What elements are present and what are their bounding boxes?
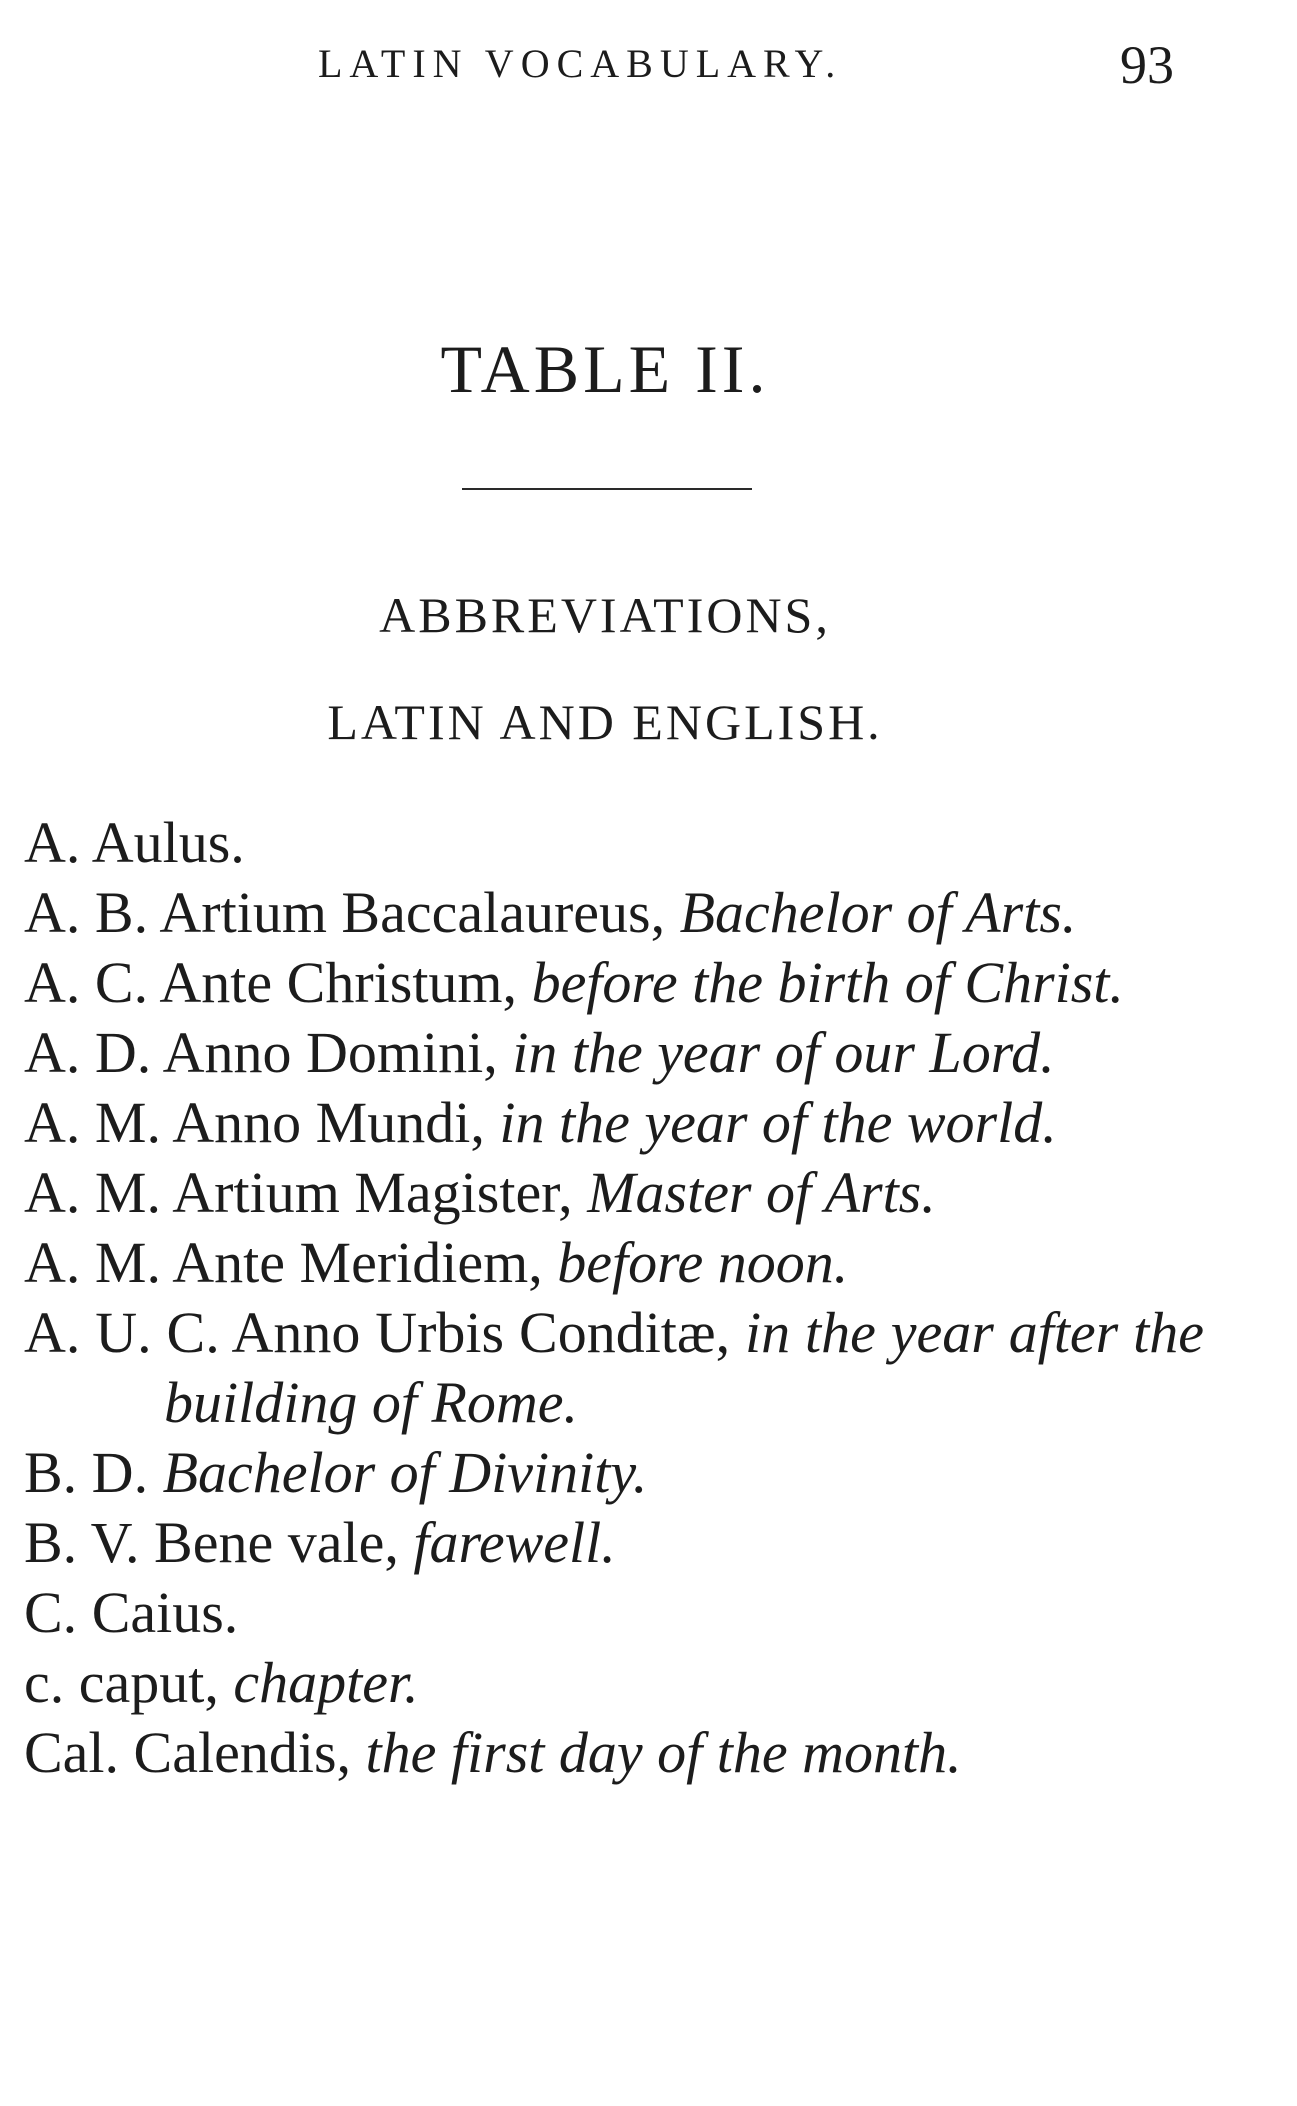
entry-abbreviation: A. M. [24,1230,161,1295]
entry-abbreviation: A. D. [24,1020,152,1085]
entry-abbreviation: A. C. [24,950,149,1015]
abbreviation-entry [24,1298,1204,1438]
abbreviation-entry [24,1228,1204,1298]
abbreviation-entry [24,1158,1204,1228]
abbreviation-list [24,808,1204,1788]
entry-latin: Artium Baccalaureus, [159,880,666,945]
section-heading-line-1: ABBREVIATIONS, [379,587,831,643]
entry-abbreviation: A. U. C. [24,1300,220,1365]
table-title: TABLE II. [440,331,770,407]
abbreviation-entry [24,1088,1204,1158]
entry-latin: Ante Christum, [159,950,518,1015]
section-heading-line-2: LATIN AND ENGLISH. [327,694,883,750]
entry-abbreviation: B. V. [24,1510,140,1575]
running-title: LATIN VOCABULARY. [318,41,843,86]
abbreviation-entry [24,1578,1204,1648]
title-rule [462,488,752,490]
entry-abbreviation: c. [24,1650,65,1715]
entry-english: in the year after the building of Rome. [164,1300,1204,1435]
entry-abbreviation: Cal. [24,1720,120,1785]
abbreviation-entry [24,1018,1204,1088]
entry-english: Bachelor of Arts. [679,880,1077,945]
abbreviation-entry [24,808,1204,878]
entry-abbreviation: A. M. [24,1160,161,1225]
entry-latin: caput, [78,1650,219,1715]
entry-english: farewell. [413,1510,616,1575]
abbreviation-entry [24,1508,1204,1578]
entry-english: the first day of the month. [365,1720,962,1785]
abbreviation-entry [24,878,1204,948]
abbreviation-entry [24,948,1204,1018]
abbreviation-entry [24,1718,1204,1788]
entry-english: before noon. [557,1230,849,1295]
entry-latin: Ante Meridiem, [172,1230,543,1295]
entry-english: in the year of the world. [499,1090,1057,1155]
entry-abbreviation: A. B. [24,880,149,945]
abbreviation-entry [24,1648,1204,1718]
entry-english: Bachelor of Divinity. [162,1440,648,1505]
running-head [0,35,1297,98]
entry-latin: Calendis, [133,1720,352,1785]
entry-english: chapter. [233,1650,419,1715]
entry-abbreviation: A. [24,810,81,875]
entry-latin: Anno Mundi, [172,1090,485,1155]
entry-english: before the birth of Christ. [531,950,1124,1015]
entry-english: Master of Arts. [587,1160,936,1225]
entry-latin: Aulus. [91,810,245,875]
entry-latin: Anno Domini, [162,1020,498,1085]
page-number: 93 [1120,35,1174,95]
abbreviation-entry [24,1438,1204,1508]
entry-latin: Anno Urbis Conditæ, [231,1300,731,1365]
entry-abbreviation: B. D. [24,1440,149,1505]
entry-english: in the year of our Lord. [512,1020,1055,1085]
entry-latin: Bene vale, [154,1510,399,1575]
entry-abbreviation: A. M. [24,1090,161,1155]
entry-abbreviation: C. [24,1580,78,1645]
entry-latin: Artium Magister, [172,1160,573,1225]
entry-latin: Caius. [91,1580,239,1645]
